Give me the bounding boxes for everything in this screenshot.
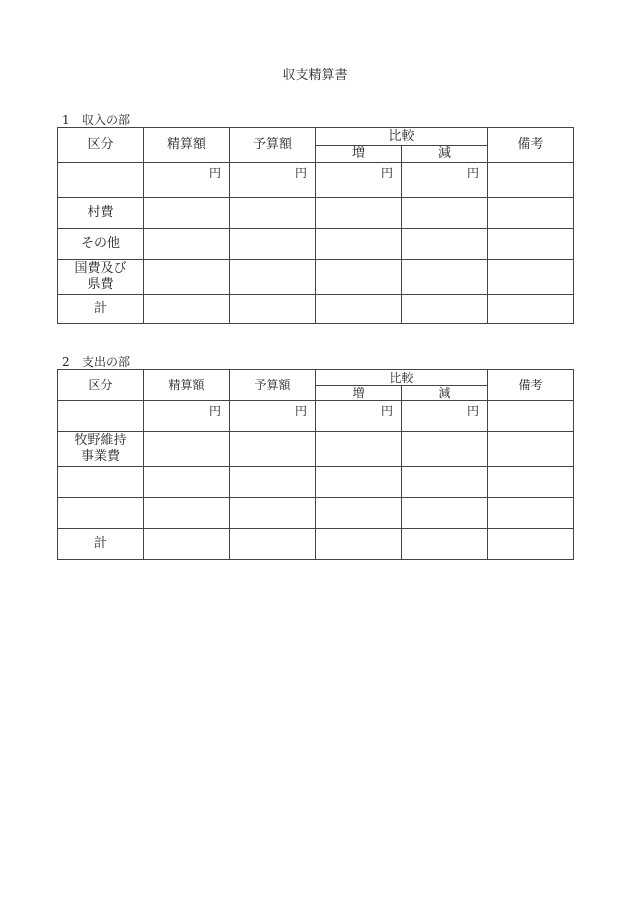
- cell: [58, 163, 144, 198]
- cell: [316, 529, 402, 560]
- unit-yen: 円: [402, 163, 488, 198]
- cell: [488, 295, 574, 324]
- header-increase: 増: [316, 386, 402, 401]
- header-comparison: 比較: [316, 128, 488, 146]
- unit-yen: 円: [230, 163, 316, 198]
- cell: [402, 229, 488, 260]
- header-category: 区分: [58, 370, 144, 401]
- cell: [230, 467, 316, 498]
- cell: [402, 198, 488, 229]
- section-number: 1: [62, 113, 70, 127]
- cell: [230, 229, 316, 260]
- cell: [230, 432, 316, 467]
- table-row: [58, 260, 574, 295]
- row-label: [58, 432, 144, 467]
- header-decrease: 減: [402, 146, 488, 163]
- section-label: 収入の部: [82, 113, 131, 127]
- unit-yen: 円: [144, 401, 230, 432]
- cell: [144, 229, 230, 260]
- header-budget: 予算額: [230, 370, 316, 401]
- cell: [316, 198, 402, 229]
- cell: [316, 260, 402, 295]
- section-label: 支出の部: [82, 355, 131, 369]
- cell: [230, 529, 316, 560]
- cell: [488, 198, 574, 229]
- cell: [144, 529, 230, 560]
- table-row: [58, 432, 574, 467]
- cell: [488, 498, 574, 529]
- header-decrease: 減: [402, 386, 488, 401]
- cell: [316, 467, 402, 498]
- unit-yen: 円: [316, 163, 402, 198]
- header-increase: 増: [316, 146, 402, 163]
- cell: [402, 498, 488, 529]
- cell: [144, 198, 230, 229]
- cell: [144, 498, 230, 529]
- table-row: [58, 198, 574, 229]
- header-comparison: 比較: [316, 370, 488, 386]
- cell: [402, 260, 488, 295]
- unit-row: [58, 401, 574, 432]
- cell: [488, 401, 574, 432]
- expense-table: [57, 369, 574, 560]
- cell: [230, 498, 316, 529]
- cell: [144, 260, 230, 295]
- section-number: 2: [62, 355, 70, 369]
- cell: [488, 163, 574, 198]
- cell: [58, 467, 144, 498]
- unit-row: [58, 163, 574, 198]
- unit-yen: 円: [230, 401, 316, 432]
- cell: [402, 432, 488, 467]
- cell: [230, 198, 316, 229]
- total-row: [58, 529, 574, 560]
- total-label: 計: [58, 295, 144, 324]
- cell: [144, 295, 230, 324]
- cell: [316, 498, 402, 529]
- header-budget: 予算額: [230, 128, 316, 163]
- document-title: 収支精算書: [282, 68, 348, 83]
- header-remarks: 備考: [488, 128, 574, 163]
- expense-section-heading: [62, 353, 130, 370]
- row-label-line: 牧野維持: [74, 433, 127, 448]
- cell: [58, 401, 144, 432]
- cell: [488, 432, 574, 467]
- cell: [316, 432, 402, 467]
- income-table: [57, 127, 574, 324]
- unit-yen: 円: [144, 163, 230, 198]
- cell: [316, 295, 402, 324]
- cell: [230, 260, 316, 295]
- total-label: 計: [58, 529, 144, 560]
- header-category: 区分: [58, 128, 144, 163]
- header-settled: 精算額: [144, 370, 230, 401]
- cell: [488, 529, 574, 560]
- cell: [230, 295, 316, 324]
- table-row: [58, 467, 574, 498]
- cell: [402, 529, 488, 560]
- header-remarks: 備考: [488, 370, 574, 401]
- row-label: 村費: [58, 198, 144, 229]
- header-settled: 精算額: [144, 128, 230, 163]
- unit-yen: 円: [316, 401, 402, 432]
- cell: [488, 467, 574, 498]
- cell: [488, 229, 574, 260]
- cell: [488, 260, 574, 295]
- unit-yen: 円: [402, 401, 488, 432]
- row-label: その他: [58, 229, 144, 260]
- cell: [316, 229, 402, 260]
- cell: [144, 467, 230, 498]
- cell: [402, 467, 488, 498]
- table-row: [58, 229, 574, 260]
- row-label-line: 事業費: [80, 449, 120, 464]
- total-row: [58, 295, 574, 324]
- table-row: [58, 498, 574, 529]
- cell: [58, 498, 144, 529]
- row-label: 国費及び 県費: [58, 260, 144, 295]
- income-section-heading: [62, 111, 130, 128]
- cell: [144, 432, 230, 467]
- cell: [402, 295, 488, 324]
